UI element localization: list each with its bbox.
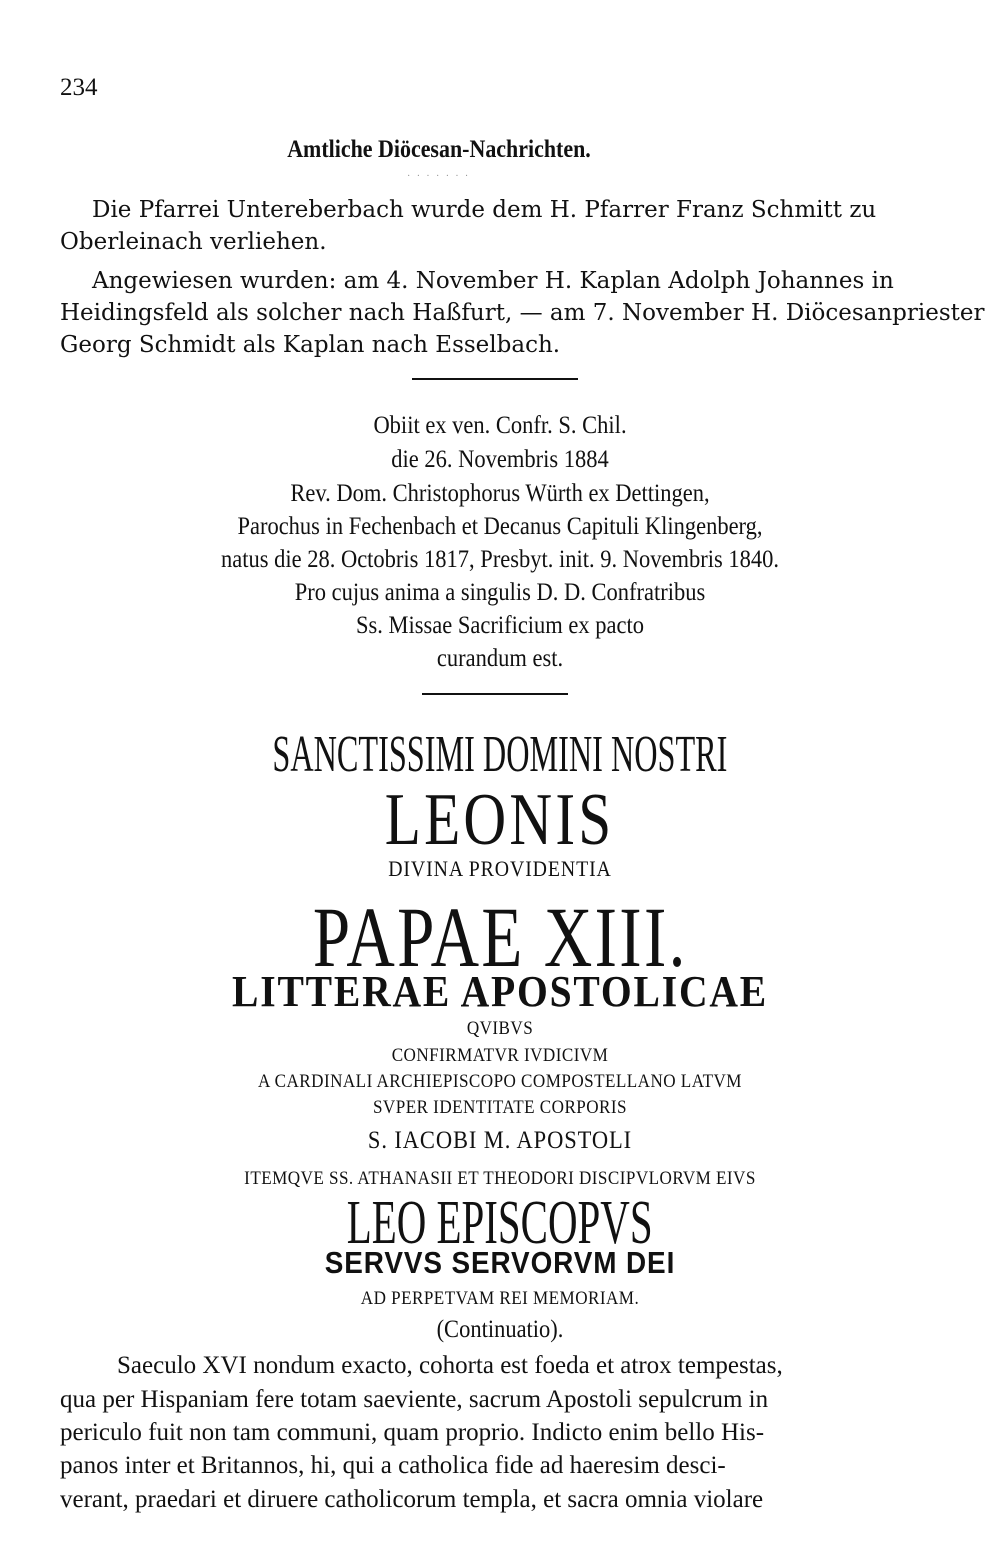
text-line: Die Pfarrei Untereberbach wurde dem H. Pfarrer Franz Schmitt zu bbox=[92, 197, 877, 223]
heading-text: SANCTISSIMI DOMINI NOSTRI bbox=[272, 726, 728, 783]
obituary-line: curandum est. bbox=[436, 645, 564, 672]
german-paragraph-2-line-1: Angewiesen wurden: am 4. November H. Kaplan Adolph Johannes in bbox=[92, 268, 894, 294]
german-paragraph-1-line-1 bbox=[92, 197, 938, 223]
heading-text: LEONIS bbox=[385, 779, 615, 861]
heading-super-identitate: SVPER IDENTITATE CORPORIS bbox=[372, 1097, 628, 1118]
heading-confirmatur: CONFIRMATVR IVDICIVM bbox=[391, 1045, 609, 1066]
german-paragraph-1-line-2: Oberleinach verliehen. bbox=[60, 229, 327, 255]
heading-quibus: QVIBVS bbox=[466, 1018, 534, 1039]
obituary-line: die 26. Novembris 1884 bbox=[391, 446, 609, 473]
body-line: verant, praedari et diruere catholicorum templa, et sacra omnia violare bbox=[60, 1486, 764, 1513]
body-line: qua per Hispaniam fere totam saeviente, sacrum Apostoli sepulcrum in bbox=[60, 1386, 769, 1413]
heading-ad-perpetuam: AD PERPETVAM REI MEMORIAM. bbox=[360, 1288, 640, 1309]
body-line: Saeculo XVI nondum exacto, cohorta est foeda et atrox tempestas, bbox=[117, 1352, 783, 1379]
heading-litterae-apostolicae: LITTERAE APOSTOLICAE bbox=[232, 967, 768, 1016]
heading-divina-providentia: DIVINA PROVIDENTIA bbox=[388, 856, 612, 881]
obituary-line: Obiit ex ven. Confr. S. Chil. bbox=[373, 412, 627, 439]
body-line: panos inter et Britannos, hi, qui a catholica fide ad haeresim desci- bbox=[60, 1452, 726, 1479]
german-paragraph-2-line-2: Heidingsfeld als solcher nach Haßfurt, — am 7. November H. Diöcesanpriester bbox=[60, 300, 985, 326]
page-number: 234 bbox=[60, 74, 98, 101]
obituary-line: Pro cujus anima a singulis D. D. Confratribus bbox=[294, 579, 706, 606]
obituary-line: natus die 28. Octobris 1817, Presbyt. init. 9. Novembris 1840. bbox=[220, 546, 780, 573]
heading-sanctissimi bbox=[0, 725, 1000, 784]
heading-text: LEO EPISCOPVS bbox=[347, 1189, 653, 1257]
section-title-ornament: . . . . . . . bbox=[407, 168, 471, 179]
german-paragraph-2-line-3: Georg Schmidt als Kaplan nach Esselbach. bbox=[60, 332, 561, 358]
heading-itemque: ITEMQVE SS. ATHANASII ET THEODORI DISCIPVLORVM EIVS bbox=[244, 1168, 756, 1189]
heading-a-cardinali: A CARDINALI ARCHIEPISCOPO COMPOSTELLANO LATVM bbox=[258, 1071, 742, 1092]
heading-iacobi: S. IACOBI M. APOSTOLI bbox=[367, 1127, 633, 1154]
heading-servus-servorum: SERVVS SERVORVM DEI bbox=[324, 1245, 676, 1280]
body-line: periculo fuit non tam communi, quam proprio. Indicto enim bello His- bbox=[60, 1419, 765, 1446]
obituary-line: Parochus in Fechenbach et Decanus Capituli Klingenberg, bbox=[237, 513, 763, 540]
heading-continuatio: (Continuatio). bbox=[436, 1316, 564, 1343]
divider-rule bbox=[422, 693, 568, 695]
heading-leonis bbox=[0, 778, 1000, 863]
heading-text: PAPAE XIII. bbox=[312, 889, 688, 985]
obituary-line: Rev. Dom. Christophorus Würth ex Dettingen, bbox=[290, 480, 710, 507]
divider-rule bbox=[412, 378, 578, 380]
section-title: Amtliche Diöcesan-Nachrichten. bbox=[287, 136, 591, 163]
obituary-line: Ss. Missae Sacrificium ex pacto bbox=[355, 612, 645, 639]
